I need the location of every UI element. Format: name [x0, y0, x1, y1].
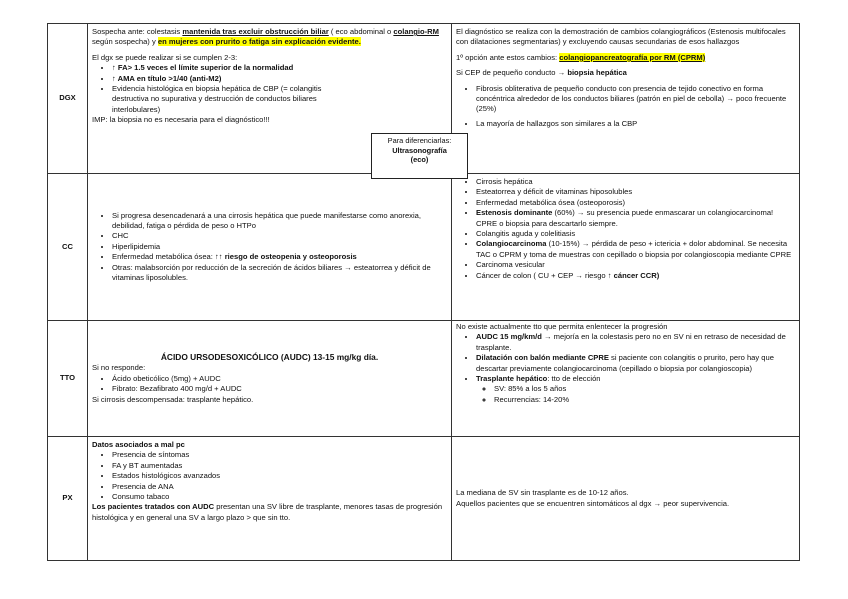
tto-left-p2: Si cirrosis descompensada: trasplante hepático.: [92, 394, 254, 404]
text: Si CEP de pequeño conducto →: [456, 68, 568, 78]
text: 1º opción ante estos cambios:: [456, 52, 560, 62]
px-left-p1: [92, 502, 447, 523]
list-item: [112, 84, 447, 115]
tto-left-list: [92, 374, 447, 395]
dgx-right-cell: [452, 24, 800, 174]
text: ↑ AMA en título >1/40 (anti-M2): [112, 73, 222, 83]
text-emph: Dilatación con balón mediante CPRE: [476, 353, 609, 363]
row-cc: [48, 174, 800, 321]
list-item: [476, 353, 795, 374]
list-item: [476, 239, 795, 260]
cc-right-cell: [452, 174, 800, 321]
cc-left-list: [92, 211, 447, 284]
tto-left-p1: Si no responde:: [92, 363, 146, 373]
tto-right-p1: No existe actualmente tto que permita enlentecer la progresión: [456, 322, 668, 331]
summary-table: [47, 23, 800, 561]
dgx-left-p1: [92, 27, 447, 48]
text-emph: riesgo de osteopenia y osteoporosis: [224, 252, 357, 262]
text-emph: cáncer CCR): [613, 270, 660, 280]
px-left-title: [92, 440, 447, 450]
text: presentan una SV libre de trasplante, menores tasas de progresión histológica y en general una SV a largo plazo > que sin tto.: [92, 502, 443, 522]
list-item: • Carcinoma vesicular: [476, 260, 795, 270]
text: Cáncer de colon ( CU + CEP → riesgo ↑: [476, 270, 614, 280]
dgx-right-p1: El diagnóstico se realiza con la demostración de cambios colangiográficos (Estenosis multifocales con dilataciones segmentarias) y excluyendo causas secundarias de esos hallazgos: [456, 27, 786, 47]
text: (60%) → su presencia puede enmascarar un colangiocarcinoma! CPRE o biopsia para descartarlo siempre.: [476, 208, 774, 228]
tto-right-sublist: [476, 384, 795, 405]
text: ↑ FA> 1.5 veces el límite superior de la normalidad: [112, 63, 294, 73]
list-item: • Ácido obeticólico (5mg) + AUDC: [112, 374, 447, 384]
row-label-tto: TTO: [48, 321, 88, 437]
text-emph: biopsia hepática: [567, 68, 627, 78]
text-emph: Estenosis dominante: [476, 208, 553, 218]
text-emph: AUDC 15 mg/km/d: [476, 332, 542, 342]
text: (10-15%) → pérdida de peso + ictericia + dolor abdominal. Se necesita TAC o CPRM y toma de muestras con cepillado o biopsia por colangioscopia mediante CPRE: [476, 239, 792, 259]
px-right-cell: [452, 437, 800, 561]
list-item: • Presencia de ANA: [112, 482, 447, 492]
list-item: • Fibrato: Bezafibrato 400 mg/d + AUDC: [112, 384, 447, 394]
row-tto: [48, 321, 800, 437]
tto-left-title: [92, 352, 447, 363]
list-item: • Colangitis aguda y colelitiasis: [476, 229, 795, 239]
ultrasound-note-box: [371, 133, 468, 179]
text: → mejoría en la colestasis pero no en SV ni en retraso de necesidad de trasplante.: [476, 332, 786, 352]
text: Evidencia histológica en biopsia hepática de CBP (= colangitis destructiva no supurativa y destrucción de conductos biliares interlobulares): [112, 84, 322, 114]
list-item: ◦ SV: 85% a los 5 años: [494, 384, 795, 394]
text-emph: mantenida tras excluir obstrucción biliar: [182, 27, 329, 36]
text-emph: Datos asociados a mal pc: [92, 440, 185, 449]
list-item: • CHC: [112, 231, 447, 241]
list-item: [476, 332, 795, 353]
list-item: [476, 271, 795, 281]
text-emph: colangio-RM: [393, 27, 439, 36]
list-item: • Enfermedad metabólica ósea (osteoporosis): [476, 198, 795, 208]
list-item: • Consumo tabaco: [112, 492, 447, 502]
list-item: • Presencia de síntomas: [112, 450, 447, 460]
text-highlight: en mujeres con prurito o fatiga sin explicación evidente.: [157, 37, 361, 47]
list-item: • Estados histológicos avanzados: [112, 471, 447, 481]
px-right-p1: La mediana de SV sin trasplante es de 10-12 años.: [456, 488, 629, 498]
box-line-2: [372, 146, 467, 156]
list-item: [112, 252, 447, 262]
row-label-px: PX: [48, 437, 88, 561]
list-item: ◦ Recurrencias: 14-20%: [494, 395, 795, 405]
text: ( eco abdominal o: [328, 27, 394, 36]
text: Enfermedad metabólica ósea: ↑↑: [112, 252, 225, 262]
text-emph: Colangiocarcinoma: [476, 239, 547, 249]
box-line-3: [372, 155, 467, 165]
cc-left-cell: [88, 174, 452, 321]
dgx-left-p2: El dgx se puede realizar si se cumplen 2-3:: [92, 52, 238, 62]
list-item: • Si progresa desencadenará a una cirrosis hepática que puede manifestarse como anorexia, debilidad, fatiga o pérdida de peso o HTPo: [112, 211, 447, 232]
text: si paciente con colangitis o prurito, pero hay que descartar previamente colangiocarcinoma (cepillado o biopsia por colangioscopia): [476, 353, 774, 373]
list-item: • FA y BT aumentadas: [112, 461, 447, 471]
row-px: [48, 437, 800, 561]
tto-left-cell: [88, 321, 452, 437]
text: : tto de elección: [547, 374, 601, 384]
list-item: • Otras: malabsorción por reducción de la secreción de ácidos biliares → esteatorrea y déficit de vitaminas liposolubles.: [112, 263, 447, 284]
list-item: • La mayoría de hallazgos son similares a la CBP: [476, 119, 795, 129]
text-emph: ÁCIDO URSODESOXICÓLICO (AUDC) 13-15 mg/kg día.: [160, 351, 379, 362]
text: Sospecha ante: colestasis: [92, 27, 183, 36]
cc-right-list: [456, 177, 795, 281]
list-item: • Fibrosis obliterativa de pequeño conducto con presencia de tejido conectivo en forma concéntrica alrededor de los conductos biliares (patrón en piel de cebolla) → poco frecuente (25%): [476, 84, 795, 115]
box-line-1: Para diferenciarlas:: [387, 136, 452, 145]
text-highlight: colangiopancreatografía por RM (CPRM): [559, 52, 706, 62]
tto-right-cell: [452, 321, 800, 437]
text-emph: (eco): [410, 155, 429, 165]
text-emph: Ultrasonografía: [392, 145, 447, 155]
text-emph: Trasplante hepático: [476, 374, 548, 384]
px-left-cell: [88, 437, 452, 561]
dgx-right-p3: [456, 68, 795, 78]
row-label-dgx: DGX: [48, 24, 88, 174]
row-label-cc: CC: [48, 174, 88, 321]
dgx-left-p3: IMP: la biopsia no es necesaria para el diagnóstico!!!: [92, 115, 270, 125]
tto-right-list: [456, 332, 795, 405]
list-item: • Esteatorrea y déficit de vitaminas hiposolubles: [476, 187, 795, 197]
list-item: [476, 208, 795, 229]
list-item: [476, 374, 795, 405]
dgx-right-list: [456, 84, 795, 130]
list-item: [112, 74, 447, 84]
px-left-list: [92, 450, 447, 502]
text: según sospecha) y: [92, 37, 158, 47]
list-item: [112, 63, 447, 73]
list-item: • Hiperlipidemia: [112, 242, 447, 252]
dgx-left-list: [92, 63, 447, 115]
text-emph: Los pacientes tratados con AUDC: [92, 502, 215, 512]
dgx-right-p2: [456, 53, 795, 63]
list-item: • Cirrosis hepática: [476, 177, 795, 187]
px-right-p2: Aquellos pacientes que se encuentren sintomáticos al dgx → peor supervivencia.: [456, 498, 730, 508]
